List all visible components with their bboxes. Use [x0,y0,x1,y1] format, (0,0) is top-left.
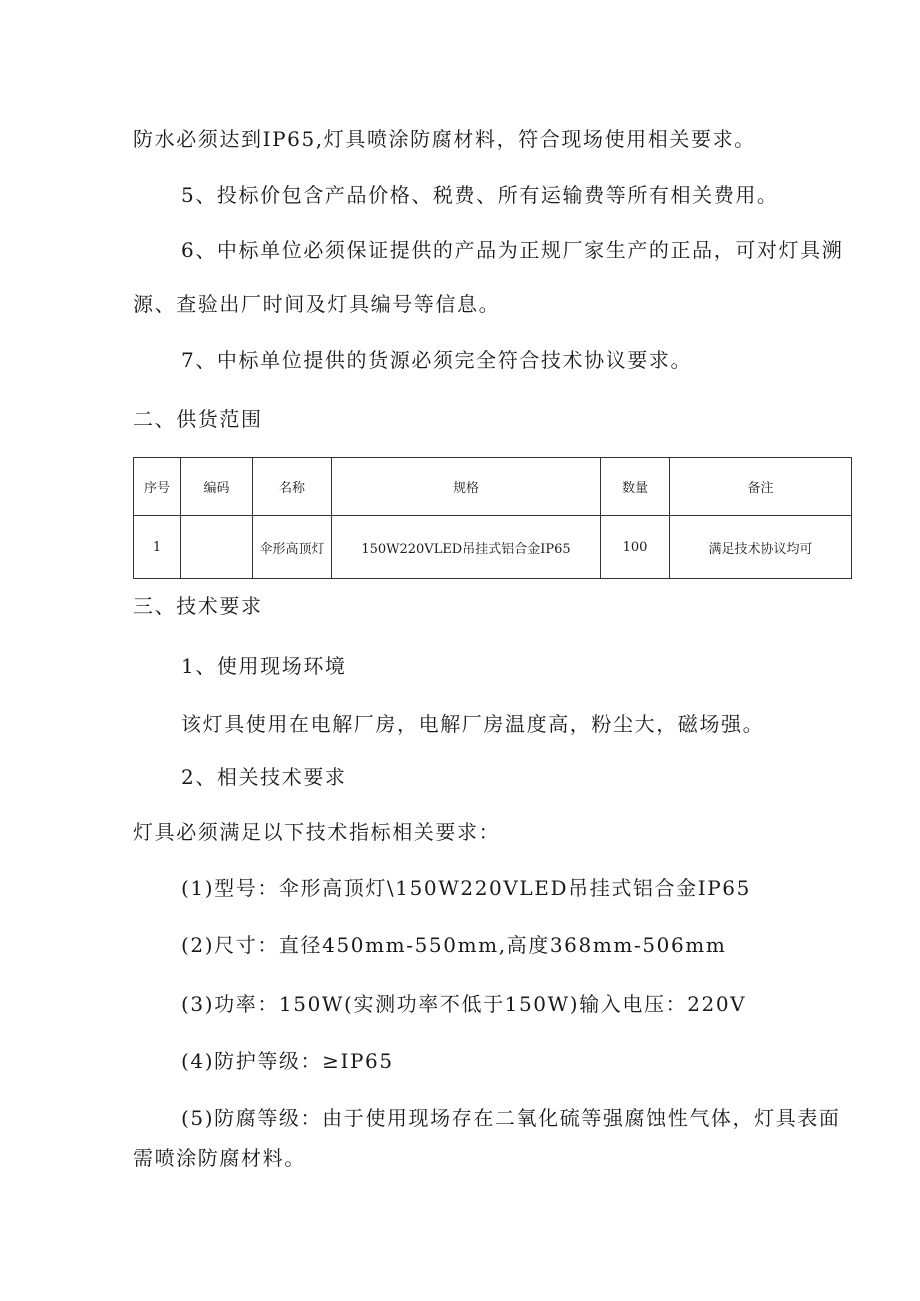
req-intro: 灯具必须满足以下技术指标相关要求： [133,820,501,844]
req-item-3: (3)功率：150W(实测功率不低于150W)输入电压：220V [181,992,747,1016]
cell-spec: 150W220VLED吊挂式铝合金IP65 [332,516,601,579]
header-qty: 数量 [601,458,670,516]
cell-remark: 满足技术协议均可 [670,516,852,579]
intro-item-7: 7、中标单位提供的货源必须完全符合技术协议要求。 [181,348,693,372]
env-title: 1、使用现场环境 [181,654,347,678]
header-name: 名称 [253,458,332,516]
supply-scope-heading: 二、供货范围 [133,407,263,431]
supply-table-header-row [134,458,852,516]
header-spec: 规格 [332,458,601,516]
header-no: 序号 [134,458,181,516]
cell-name: 伞形高顶灯 [253,516,332,579]
env-text: 该灯具使用在电解厂房，电解厂房温度高，粉尘大，磁场强。 [181,712,765,736]
req-title: 2、相关技术要求 [181,765,347,789]
req-item-1: (1)型号：伞形高顶灯\150W220VLED吊挂式铝合金IP65 [181,876,751,900]
table-row [134,516,852,579]
intro-item-6-line-2: 源、查验出厂时间及灯具编号等信息。 [133,292,501,316]
intro-item-6-line-1: 6、中标单位必须保证提供的产品为正规厂家生产的正品，可对灯具溯 [181,238,844,262]
intro-item-5: 5、投标价包含产品价格、税费、所有运输费等所有相关费用。 [181,183,779,207]
req-item-5-line-2: 需喷涂防腐材料。 [133,1146,306,1170]
req-item-5-line-1: (5)防腐等级：由于使用现场存在二氧化硫等强腐蚀性气体，灯具表面 [181,1106,841,1130]
header-code: 编码 [181,458,253,516]
req-item-4: (4)防护等级：≥IP65 [181,1049,394,1073]
req-item-5 [133,1104,841,1172]
cell-no: 1 [134,516,181,579]
tech-heading: 三、技术要求 [133,594,263,618]
header-remark: 备注 [670,458,852,516]
intro-continuation-line: 防水必须达到IP65,灯具喷涂防腐材料，符合现场使用相关要求。 [133,127,756,151]
intro-item-6 [133,236,843,318]
supply-table [133,457,852,579]
cell-code [181,516,253,579]
cell-qty: 100 [601,516,670,579]
req-item-2: (2)尺寸：直径450mm-550mm,高度368mm-506mm [181,933,727,957]
